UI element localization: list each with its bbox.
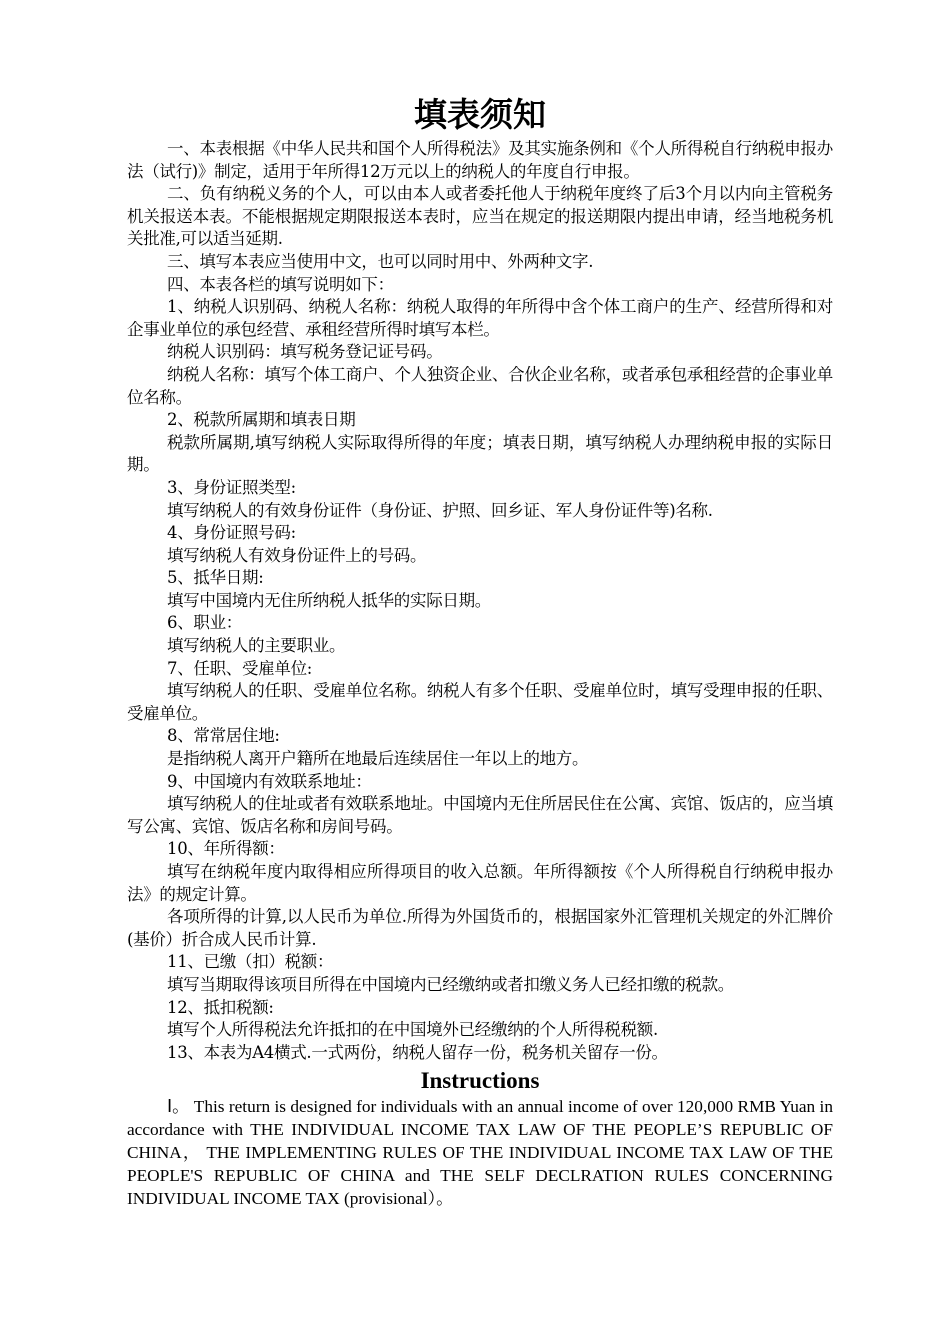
item-8-heading: 8、常常居住地: xyxy=(167,726,280,746)
item-10-heading: 10、年所得额： xyxy=(167,839,285,859)
item-13-text: 13、本表为A4横式.一式两份，纳税人留存一份，税务机关留存一份。 xyxy=(167,1042,668,1062)
item-12-text: 填写个人所得税法允许抵扣的在中国境外已经缴纳的个人所得税税额. xyxy=(167,1020,658,1040)
item-10-currency-note: 各项所得的计算,以人民币为单位.所得为外国货币的，根据国家外汇管理机关规定的外汇牌价(基价）折合成人民币计算. xyxy=(127,907,833,949)
item-6-heading: 6、职业： xyxy=(167,613,242,633)
paragraph-3: 三、填写本表应当使用中文，也可以同时用中、外两种文字. xyxy=(167,251,594,271)
item-6-text: 填写纳税人的主要职业。 xyxy=(167,636,346,656)
item-2-heading: 2、税款所属期和填表日期 xyxy=(167,410,356,430)
item-11-text: 填写当期取得该项目所得在中国境内已经缴纳或者扣缴义务人已经扣缴的税款。 xyxy=(167,974,735,994)
item-4-heading: 4、身份证照号码: xyxy=(167,523,296,543)
item-3-text: 填写纳税人的有效身份证件（身份证、护照、回乡证、军人身份证件等)名称. xyxy=(167,500,713,520)
instructions-paragraph-1: Ⅰ。 This return is designed for individuals with an annual income of over 120,000 RMB Yuan in accordance with THE INDIVIDUAL INCOME TAX LAW OF THE PEOPLE’S REPUBLIC OF CHINA， THE IMPLEMENTING RULES OF THE INDIVIDUAL INCOME TAX LAW OF THE PEOPLE'S REPUBLIC OF CHINA and THE SELF DECLRATION RULES CONCERNING INDIVIDUAL INCOME TAX (provisional）。 xyxy=(127,1097,833,1208)
item-1-id-note: 纳税人识别码：填写税务登记证号码。 xyxy=(167,342,443,362)
item-3-heading: 3、身份证照类型: xyxy=(167,477,296,497)
item-8-text: 是指纳税人离开户籍所在地最后连续居住一年以上的地方。 xyxy=(167,749,589,769)
item-5-text: 填写中国境内无住所纳税人抵华的实际日期。 xyxy=(167,590,492,610)
item-9-heading: 9、中国境内有效联系地址： xyxy=(167,771,372,791)
document-title: 填表须知 xyxy=(414,95,546,134)
item-7-heading: 7、任职、受雇单位: xyxy=(167,658,313,678)
item-1-heading: 1、纳税人识别码、纳税人名称：纳税人取得的年所得中含个体工商户的生产、经营所得和对企事业单位的承包经营、承租经营所得时填写本栏。 xyxy=(127,297,833,339)
item-4-text: 填写纳税人有效身份证件上的号码。 xyxy=(167,545,427,565)
item-7-text: 填写纳税人的任职、受雇单位名称。纳税人有多个任职、受雇单位时，填写受理申报的任职、受雇单位。 xyxy=(127,681,833,723)
item-1-name-note: 纳税人名称：填写个体工商户、个人独资企业、合伙企业名称，或者承包承租经营的企事业单位名称。 xyxy=(127,364,833,407)
item-11-heading: 11、已缴（扣）税额： xyxy=(167,952,334,972)
instructions-title: Instructions xyxy=(420,1068,540,1094)
paragraph-4: 四、本表各栏的填写说明如下： xyxy=(167,274,394,294)
item-2-text: 税款所属期,填写纳税人实际取得所得的年度；填表日期，填写纳税人办理纳税申报的实际日期。 xyxy=(127,432,833,475)
paragraph-1: 一、本表根据《中华人民共和国个人所得税法》及其实施条例和《个人所得税自行纳税申报办法（试行)》制定，适用于年所得12万元以上的纳税人的年度自行申报。 xyxy=(127,139,833,181)
item-5-heading: 5、抵华日期: xyxy=(167,568,264,588)
item-9-text: 填写纳税人的住址或者有效联系地址。中国境内无住所居民住在公寓、宾馆、饭店的，应当填写公寓、宾馆、饭店名称和房间号码。 xyxy=(127,794,833,836)
paragraph-2: 二、负有纳税义务的个人，可以由本人或者委托他人于纳税年度终了后3个月以内向主管税务机关报送本表。不能根据规定期限报送本表时，应当在规定的报送期限内提出申请，经当地税务机关批准,可以适当延期. xyxy=(127,184,833,249)
document-page xyxy=(127,92,833,1210)
item-10-text: 填写在纳税年度内取得相应所得项目的收入总额。年所得额按《个人所得税自行纳税申报办法》的规定计算。 xyxy=(127,862,833,904)
item-12-heading: 12、抵扣税额: xyxy=(167,997,274,1017)
